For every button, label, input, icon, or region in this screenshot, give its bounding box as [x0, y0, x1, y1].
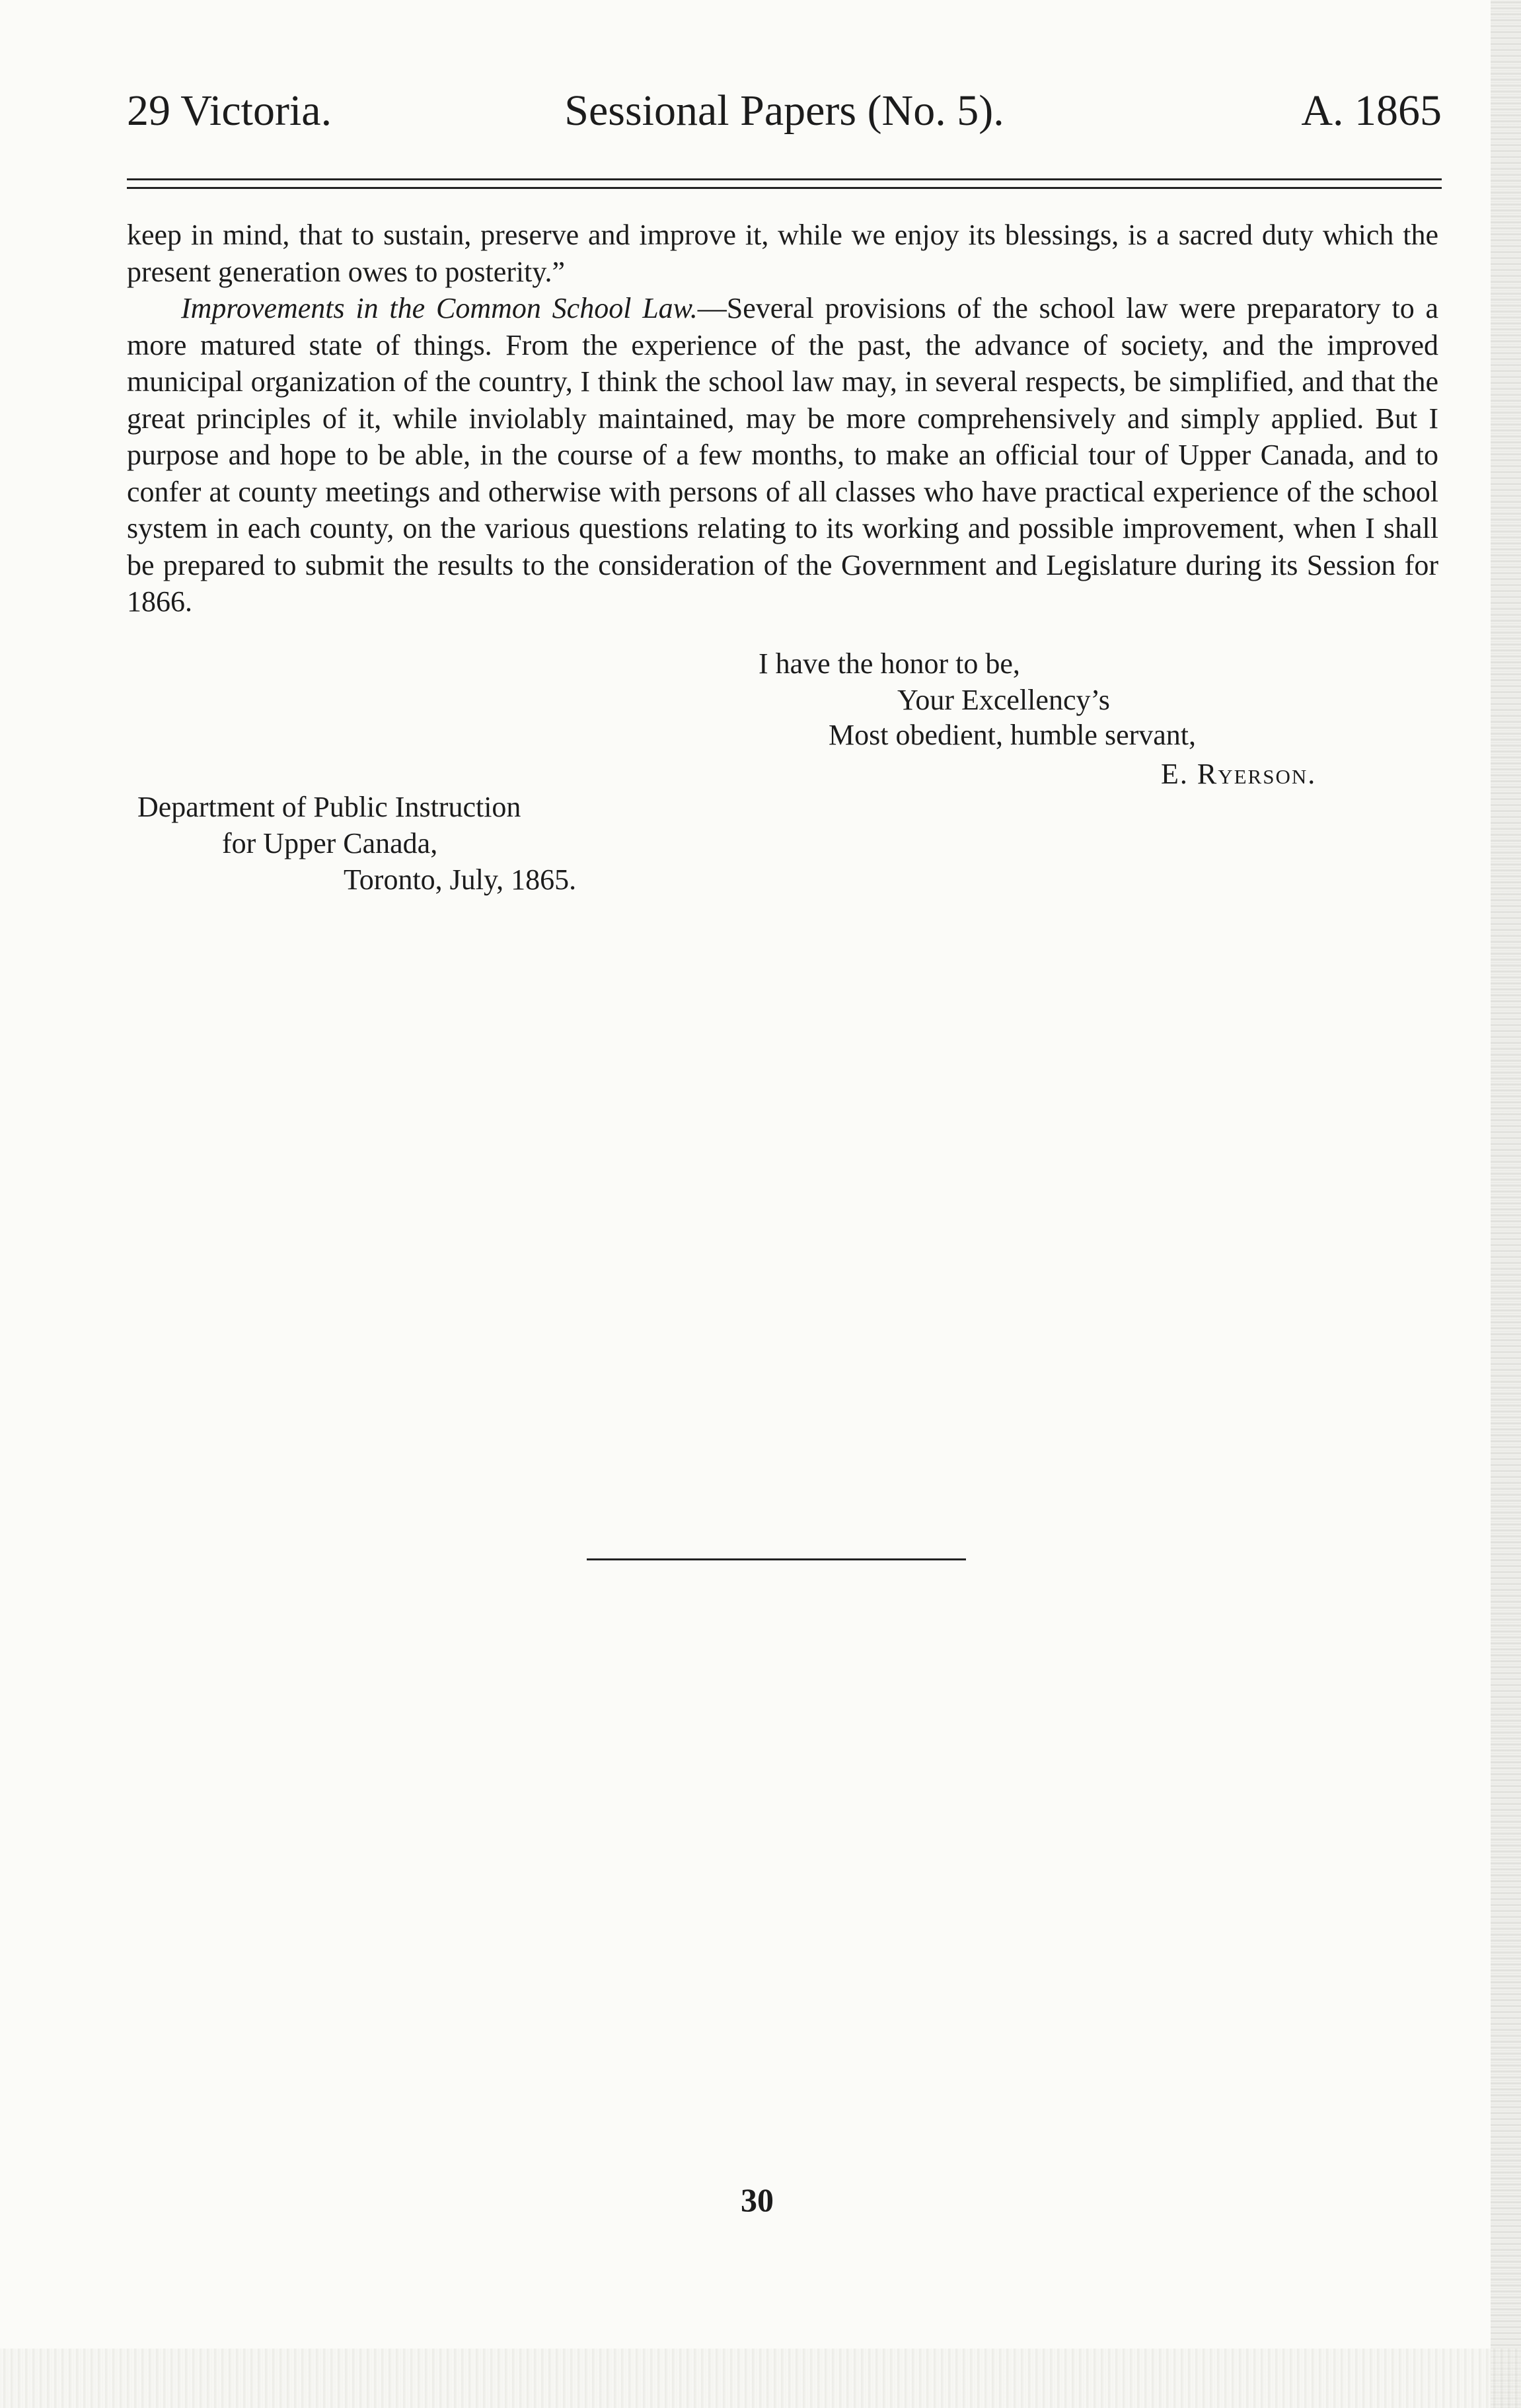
- body-text: [127, 217, 1438, 620]
- closing-line-2: Your Excellency’s: [897, 684, 1110, 716]
- header-regnal-year: 29 Victoria.: [127, 87, 332, 135]
- scan-bottom-artifact: [0, 2349, 1521, 2408]
- department-line-3: Toronto, July, 1865.: [344, 863, 577, 896]
- paragraph-body: —Several provisions of the school law were preparatory to a more matured state of things. From the experience of the past, the advance of society, and the improved municipal organization of the country, I think the school law may, in several respects, be simplified, and that the great principles of it, while inviolably maintained, may be more comprehensively and simply applied. But I purpose and hope to be able, in the course of a few months, to make an official tour of Upper Canada, and to confer at county meetings and otherwise with persons of all classes who have practical experience of the school system in each county, on the various questions relating to its working and possible improvement, when I shall be prepared to submit the results to the consideration of the Government and Legislature during its Session for 1866.: [127, 292, 1439, 618]
- paragraph-heading: Improvements in the Common School Law.: [181, 292, 698, 324]
- header-double-rule: [127, 178, 1442, 189]
- paragraph-continuation: keep in mind, that to sustain, preserve and improve it, while we enjoy its blessings, is a sacred duty which the present generation owes to posterity.”: [127, 219, 1438, 288]
- scan-edge-artifact: [1491, 0, 1521, 2408]
- department-line-2: for Upper Canada,: [222, 827, 438, 859]
- closing-line-1: I have the honor to be,: [759, 647, 1020, 680]
- signature: E. Ryerson.: [1161, 758, 1317, 790]
- section-end-rule: [587, 1558, 966, 1560]
- header-year: A. 1865: [1301, 87, 1442, 135]
- running-header: [127, 85, 1442, 144]
- paragraph-improvements: [127, 290, 1438, 620]
- closing-line-3: Most obedient, humble servant,: [829, 719, 1197, 751]
- header-title: Sessional Papers (No. 5).: [564, 87, 1004, 135]
- department-line-1: Department of Public Instruction: [137, 791, 521, 823]
- page-number: 30: [741, 2181, 774, 2218]
